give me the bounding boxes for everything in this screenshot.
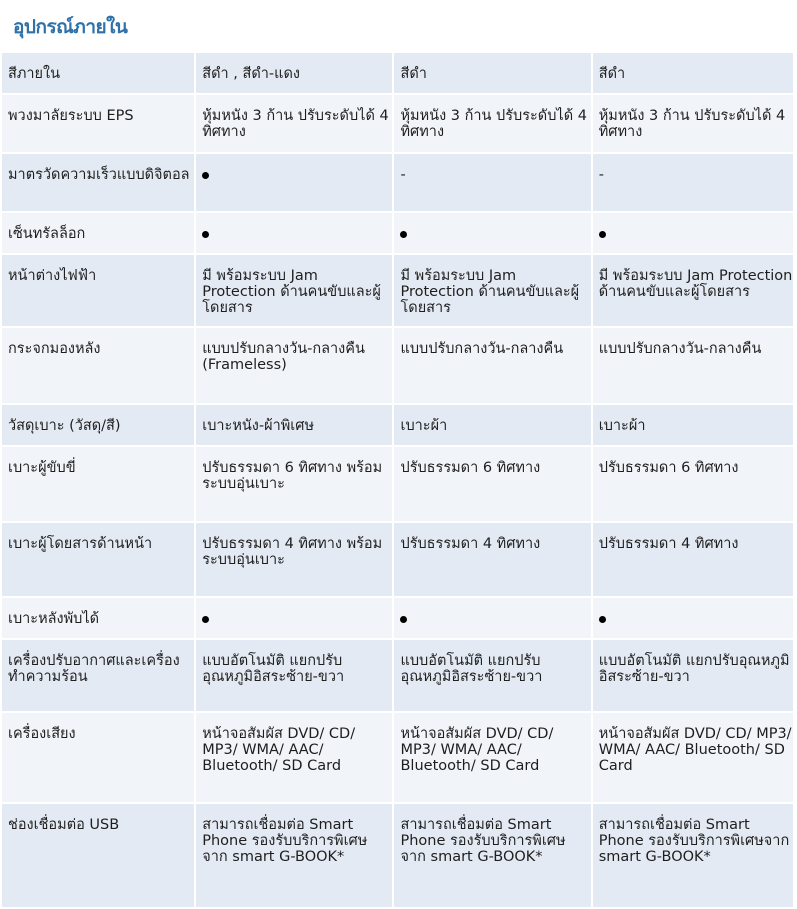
row-label: เบาะผู้ขับขี่ [2, 447, 194, 521]
spec-value-cell: เบาะหนัง-ผ้าพิเศษ [196, 405, 392, 445]
table-row [2, 447, 793, 521]
spec-value-cell: เบาะผ้า [593, 405, 793, 445]
bullet-icon [202, 231, 209, 238]
spec-value-cell: แบบอัตโนมัติ แยกปรับอุณหภูมิอิสระซ้าย-ขวา [593, 640, 793, 711]
spec-value-cell: หุ้มหนัง 3 ก้าน ปรับระดับได้ 4 ทิศทาง [196, 95, 392, 152]
row-label: วัสดุเบาะ (วัสดุ/สี) [2, 405, 194, 445]
bullet-icon [202, 616, 209, 623]
table-row [2, 53, 793, 93]
spec-value-cell: ปรับธรรมดา 6 ทิศทาง [593, 447, 793, 521]
spec-value-cell: ปรับธรรมดา 4 ทิศทาง [593, 523, 793, 596]
bullet-icon [400, 231, 407, 238]
bullet-icon [202, 172, 209, 179]
spec-value-cell: สีดำ , สีดำ-แดง [196, 53, 392, 93]
bullet-icon [400, 616, 407, 623]
spec-value-cell: ปรับธรรมดา 6 ทิศทาง [394, 447, 590, 521]
table-row [2, 405, 793, 445]
spec-value-cell: หุ้มหนัง 3 ก้าน ปรับระดับได้ 4 ทิศทาง [394, 95, 590, 152]
bullet-cell [196, 213, 392, 253]
spec-value-cell: แบบปรับกลางวัน-กลางคืน (Frameless) [196, 328, 392, 403]
bullet-cell [593, 213, 793, 253]
row-label: ช่องเชื่อมต่อ USB [2, 804, 194, 907]
spec-value-cell: สามารถเชื่อมต่อ Smart Phone รองรับบริการพิเศษจาก smart G-BOOK* [593, 804, 793, 907]
row-label: สีภายใน [2, 53, 194, 93]
row-label: เบาะหลังพับได้ [2, 598, 194, 638]
spec-value-cell: แบบอัตโนมัติ แยกปรับอุณหภูมิอิสระซ้าย-ขวา [196, 640, 392, 711]
table-row [2, 598, 793, 638]
spec-value-cell: มี พร้อมระบบ Jam Protection ด้านคนขับและผู้โดยสาร [593, 255, 793, 326]
bullet-cell [394, 598, 590, 638]
spec-value-cell: แบบอัตโนมัติ แยกปรับอุณหภูมิอิสระซ้าย-ขวา [394, 640, 590, 711]
spec-value-cell: มี พร้อมระบบ Jam Protection ด้านคนขับและผู้โดยสาร [196, 255, 392, 326]
row-label: กระจกมองหลัง [2, 328, 194, 403]
table-row [2, 154, 793, 211]
spec-value-cell: แบบปรับกลางวัน-กลางคืน [394, 328, 590, 403]
spec-value-cell: ปรับธรรมดา 6 ทิศทาง พร้อมระบบอุ่นเบาะ [196, 447, 392, 521]
table-row [2, 804, 793, 907]
row-label: หน้าต่างไฟฟ้า [2, 255, 194, 326]
spec-value-cell: หน้าจอสัมผัส DVD/ CD/ MP3/ WMA/ AAC/ Bluetooth/ SD Card [394, 713, 590, 802]
table-row [2, 213, 793, 253]
spec-value-cell: มี พร้อมระบบ Jam Protection ด้านคนขับและผู้โดยสาร [394, 255, 590, 326]
table-row [2, 713, 793, 802]
row-label: เบาะผู้โดยสารด้านหน้า [2, 523, 194, 596]
table-row [2, 523, 793, 596]
spec-value-cell: แบบปรับกลางวัน-กลางคืน [593, 328, 793, 403]
table-row [2, 95, 793, 152]
bullet-cell [196, 598, 392, 638]
bullet-icon [599, 231, 606, 238]
spec-value-cell: สามารถเชื่อมต่อ Smart Phone รองรับบริการพิเศษจาก smart G-BOOK* [196, 804, 392, 907]
table-row [2, 640, 793, 711]
spec-value-cell: หุ้มหนัง 3 ก้าน ปรับระดับได้ 4 ทิศทาง [593, 95, 793, 152]
spec-value-cell: หน้าจอสัมผัส DVD/ CD/ MP3/ WMA/ AAC/ Bluetooth/ SD Card [196, 713, 392, 802]
spec-value-cell: เบาะผ้า [394, 405, 590, 445]
spec-value-cell: - [593, 154, 793, 211]
table-row [2, 328, 793, 403]
row-label: มาตรวัดความเร็วแบบดิจิตอล [2, 154, 194, 211]
spec-value-cell: ปรับธรรมดา 4 ทิศทาง พร้อมระบบอุ่นเบาะ [196, 523, 392, 596]
bullet-cell [394, 213, 590, 253]
spec-value-cell: สีดำ [394, 53, 590, 93]
table-row [2, 255, 793, 326]
row-label: พวงมาลัยระบบ EPS [2, 95, 194, 152]
spec-value-cell: ปรับธรรมดา 4 ทิศทาง [394, 523, 590, 596]
bullet-cell [196, 154, 392, 211]
spec-value-cell: หน้าจอสัมผัส DVD/ CD/ MP3/ WMA/ AAC/ Bluetooth/ SD Card [593, 713, 793, 802]
spec-table-body [2, 53, 793, 907]
spec-value-cell: - [394, 154, 590, 211]
spec-value-cell: สีดำ [593, 53, 793, 93]
bullet-cell [593, 598, 793, 638]
row-label: เซ็นทรัลล็อก [2, 213, 194, 253]
spec-value-cell: สามารถเชื่อมต่อ Smart Phone รองรับบริการพิเศษจาก smart G-BOOK* [394, 804, 590, 907]
row-label: เครื่องปรับอากาศและเครื่องทำความร้อน [2, 640, 194, 711]
page-title: อุปกรณ์ภายใน [13, 16, 128, 38]
row-label: เครื่องเสียง [2, 713, 194, 802]
spec-table [0, 51, 795, 909]
bullet-icon [599, 616, 606, 623]
